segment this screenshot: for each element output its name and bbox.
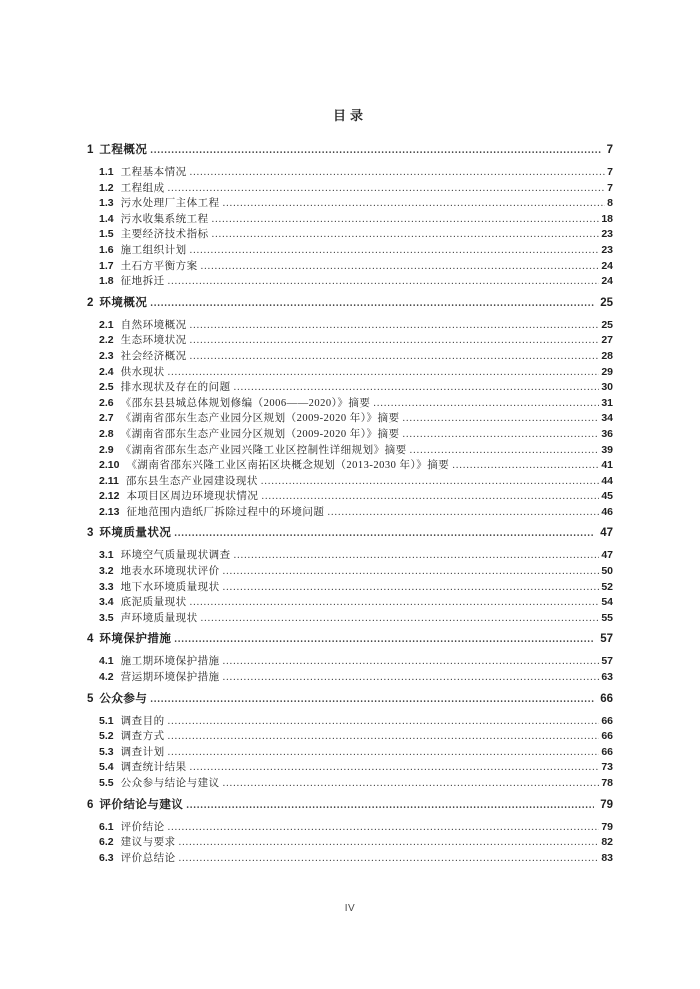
dot-leader xyxy=(168,181,606,197)
toc-entry-number: 3.4 xyxy=(99,596,114,609)
dot-leader xyxy=(190,760,600,776)
toc-item-entry[interactable] xyxy=(87,489,613,505)
page-number-footer: IV xyxy=(344,903,356,914)
toc-item-entry[interactable] xyxy=(87,580,613,596)
dot-leader xyxy=(190,318,600,334)
toc-entry-title: 污水收集系统工程 xyxy=(120,213,209,225)
dot-leader xyxy=(168,745,600,761)
toc-entry-title: 营运期环境保护措施 xyxy=(120,672,220,684)
toc-entry-number: 2.10 xyxy=(99,459,120,472)
dot-leader xyxy=(179,851,600,867)
toc-entry-title: 污水处理厂主体工程 xyxy=(120,198,220,210)
dot-leader xyxy=(168,714,600,730)
toc-entry-title: 环境保护措施 xyxy=(99,633,172,646)
toc-entry-page: 54 xyxy=(601,596,613,609)
toc-entry-title: 土石方平衡方案 xyxy=(120,260,198,272)
toc-entry-page: 31 xyxy=(601,396,613,409)
toc-entry-title: 建议与要求 xyxy=(120,837,176,849)
toc-entry-page: 79 xyxy=(601,820,613,833)
toc-entry-number: 3.2 xyxy=(99,565,114,578)
dot-leader xyxy=(402,427,599,443)
toc-entry-title: 调查方式 xyxy=(120,731,165,743)
toc-item-entry[interactable] xyxy=(87,333,613,349)
toc-entry-title: 邵东县生态产业园建设现状 xyxy=(125,475,258,487)
toc-item-entry[interactable] xyxy=(87,505,613,521)
toc-entry-number: 2.7 xyxy=(99,412,114,425)
toc-item-entry[interactable] xyxy=(87,670,613,686)
toc-entry-title: 生态环境状况 xyxy=(120,335,187,347)
toc-entry-title: 主要经济技术指标 xyxy=(120,229,209,241)
toc-item-entry[interactable] xyxy=(87,165,613,181)
dot-leader xyxy=(174,631,594,648)
toc-entry-number: 6.3 xyxy=(99,851,114,864)
dot-leader xyxy=(190,243,600,259)
toc-entry-title: 供水现状 xyxy=(120,366,165,378)
toc-entry-page: 28 xyxy=(601,349,613,362)
toc-entry-page: 44 xyxy=(601,474,613,487)
page-title: 目录 xyxy=(332,108,367,123)
toc-item-entry[interactable] xyxy=(87,729,613,745)
dot-leader xyxy=(327,505,599,521)
toc-item-entry[interactable] xyxy=(87,380,613,396)
toc-entry-title: 工程组成 xyxy=(120,182,165,194)
toc-item-entry[interactable] xyxy=(87,349,613,365)
toc-entry-number: 5.4 xyxy=(99,761,114,774)
toc-entry-number: 2.9 xyxy=(99,443,114,456)
toc-entry-page: 46 xyxy=(601,505,613,518)
toc-entry-title: 地表水环境现状评价 xyxy=(120,566,220,578)
toc-entry-page: 7 xyxy=(606,144,613,156)
dot-leader xyxy=(179,835,600,851)
toc-entry-page: 63 xyxy=(601,671,613,684)
toc-entry-page: 29 xyxy=(601,365,613,378)
dot-leader xyxy=(223,580,600,596)
toc-item-entry[interactable] xyxy=(87,365,613,381)
toc-item-entry[interactable] xyxy=(87,820,613,836)
toc-entry-number: 4 xyxy=(87,633,94,646)
toc-entry-number: 2.2 xyxy=(99,334,114,347)
toc-item-entry[interactable] xyxy=(87,474,613,490)
toc-entry-number: 2.3 xyxy=(99,349,114,362)
toc-entry-number: 5.1 xyxy=(99,714,114,727)
toc-entry-title: 调查统计结果 xyxy=(120,762,187,774)
toc-entry-number: 6 xyxy=(87,798,94,811)
toc-entry-number: 3.1 xyxy=(99,549,114,562)
toc-entry-number: 1.4 xyxy=(99,212,114,225)
toc-entry-number: 1.8 xyxy=(99,275,114,288)
toc-entry-number: 1.2 xyxy=(99,181,114,194)
toc-item-entry[interactable] xyxy=(87,835,613,851)
toc-entry-page: 47 xyxy=(600,527,613,540)
toc-section-entry[interactable] xyxy=(87,525,613,542)
toc-entry-page: 50 xyxy=(601,565,613,578)
toc-entry-number: 1.6 xyxy=(99,243,114,256)
table-of-contents xyxy=(87,142,613,866)
toc-entry-title: 环境空气质量现状调查 xyxy=(120,550,231,562)
toc-entry-page: 34 xyxy=(601,412,613,425)
toc-entry-number: 1.1 xyxy=(99,166,114,178)
toc-entry-number: 2.12 xyxy=(99,490,120,503)
toc-entry-number: 5.5 xyxy=(99,777,114,789)
dot-leader xyxy=(410,443,600,459)
toc-entry-title: 公众参与 xyxy=(99,692,148,705)
toc-item-entry[interactable] xyxy=(87,411,613,427)
dot-leader xyxy=(452,458,599,474)
toc-entry-title: 排水现状及存在的问题 xyxy=(120,382,231,394)
toc-entry-page: 57 xyxy=(601,655,613,668)
toc-entry-number: 5.2 xyxy=(99,730,114,743)
toc-item-entry[interactable] xyxy=(87,714,613,730)
toc-entry-page: 82 xyxy=(601,836,613,849)
toc-entry-page: 18 xyxy=(601,212,613,225)
toc-entry-number: 5.3 xyxy=(99,745,114,758)
toc-entry-page: 83 xyxy=(601,851,613,864)
toc-entry-number: 2.5 xyxy=(99,381,114,394)
toc-item-entry[interactable] xyxy=(87,196,613,212)
toc-entry-page: 25 xyxy=(600,296,613,309)
toc-entry-title: 工程概况 xyxy=(99,144,148,156)
toc-item-entry[interactable] xyxy=(87,564,613,580)
toc-item-entry[interactable] xyxy=(87,274,613,290)
toc-entry-number: 3 xyxy=(87,527,94,540)
toc-item-entry[interactable] xyxy=(87,611,613,627)
toc-entry-number: 6.1 xyxy=(99,820,114,833)
toc-entry-page: 7 xyxy=(607,181,613,194)
toc-item-entry[interactable] xyxy=(87,654,613,670)
toc-entry-page: 23 xyxy=(601,228,613,241)
dot-leader xyxy=(212,212,600,228)
toc-section-entry[interactable] xyxy=(87,142,613,159)
dot-leader xyxy=(168,274,600,290)
toc-item-entry[interactable] xyxy=(87,243,613,259)
toc-entry-page: 66 xyxy=(601,714,613,727)
toc-section-entry[interactable] xyxy=(87,631,613,648)
toc-entry-title: 《湖南省邵东生态产业园兴隆工业区控制性详细规划》摘要 xyxy=(120,444,407,456)
toc-entry-page: 36 xyxy=(601,427,613,440)
toc-entry-page: 66 xyxy=(601,745,613,758)
toc-entry-number: 2 xyxy=(87,296,94,309)
dot-leader xyxy=(223,196,606,212)
toc-item-entry[interactable] xyxy=(87,396,613,412)
toc-entry-number: 2.8 xyxy=(99,427,114,440)
dot-leader xyxy=(186,797,594,814)
toc-entry-page: 73 xyxy=(601,761,613,774)
dot-leader xyxy=(223,564,600,580)
toc-entry-page: 79 xyxy=(600,798,613,811)
toc-entry-number: 2.6 xyxy=(99,396,114,409)
toc-entry-number: 5 xyxy=(87,692,94,705)
dot-leader xyxy=(234,380,600,396)
toc-item-entry[interactable] xyxy=(87,227,613,243)
toc-entry-number: 2.13 xyxy=(99,505,120,518)
toc-entry-title: 自然环境概况 xyxy=(120,319,187,331)
toc-entry-title: 地下水环境质量现状 xyxy=(120,581,220,593)
dot-leader xyxy=(150,295,594,312)
toc-entry-page: 30 xyxy=(601,381,613,394)
toc-entry-title: 调查计划 xyxy=(120,746,165,758)
toc-entry-title: 公众参与结论与建议 xyxy=(120,778,220,789)
toc-item-entry[interactable] xyxy=(87,745,613,761)
toc-item-entry[interactable] xyxy=(87,259,613,275)
toc-entry-number: 1.7 xyxy=(99,259,114,272)
toc-entry-number: 2.11 xyxy=(99,474,119,487)
toc-entry-page: 8 xyxy=(607,197,613,210)
toc-section-entry[interactable] xyxy=(87,691,613,708)
toc-entry-number: 6.2 xyxy=(99,836,114,849)
toc-entry-page: 55 xyxy=(601,611,613,624)
toc-entry-page: 41 xyxy=(601,459,613,472)
dot-leader xyxy=(223,670,600,686)
toc-entry-title: 调查目的 xyxy=(120,715,165,727)
dot-leader xyxy=(150,142,600,159)
toc-entry-title: 施工期环境保护措施 xyxy=(120,656,220,668)
toc-entry-number: 2.1 xyxy=(99,318,114,331)
dot-leader xyxy=(190,595,600,611)
toc-entry-title: 底泥质量现状 xyxy=(120,597,187,609)
toc-entry-number: 3.5 xyxy=(99,611,114,624)
toc-entry-title: 环境概况 xyxy=(99,296,148,309)
toc-entry-title: 社会经济概况 xyxy=(120,350,187,362)
dot-leader xyxy=(223,776,600,792)
toc-entry-title: 征地拆迁 xyxy=(120,276,165,288)
toc-entry-title: 《邵东县县城总体规划修编（2006——2020）》摘要 xyxy=(120,397,371,409)
toc-item-entry[interactable] xyxy=(87,595,613,611)
dot-leader xyxy=(261,474,599,490)
toc-entry-number: 3.3 xyxy=(99,580,114,593)
toc-entry-number: 4.2 xyxy=(99,671,114,684)
toc-section-entry[interactable] xyxy=(87,797,613,814)
toc-entry-page: 78 xyxy=(601,777,613,789)
toc-entry-title: 工程基本情况 xyxy=(120,167,187,178)
toc-entry-page: 27 xyxy=(601,334,613,347)
dot-leader xyxy=(150,691,594,708)
toc-entry-page: 39 xyxy=(601,443,613,456)
dot-leader xyxy=(168,729,600,745)
toc-entry-title: 本项目区周边环境现状情况 xyxy=(126,491,259,503)
toc-entry-page: 23 xyxy=(601,243,613,256)
dot-leader xyxy=(234,548,600,564)
toc-item-entry[interactable] xyxy=(87,548,613,564)
toc-entry-number: 1.5 xyxy=(99,228,114,241)
toc-section-entry[interactable] xyxy=(87,295,613,312)
dot-leader xyxy=(201,259,600,275)
toc-entry-title: 施工组织计划 xyxy=(120,244,187,256)
toc-entry-number: 4.1 xyxy=(99,655,114,668)
toc-item-entry[interactable] xyxy=(87,443,613,459)
toc-entry-number: 2.4 xyxy=(99,365,114,378)
toc-entry-page: 52 xyxy=(601,580,613,593)
toc-item-entry[interactable] xyxy=(87,181,613,197)
toc-entry-title: 评价结论 xyxy=(120,821,165,833)
toc-entry-number: 1.3 xyxy=(99,197,114,210)
dot-leader xyxy=(402,411,599,427)
toc-item-entry[interactable] xyxy=(87,458,613,474)
toc-item-entry[interactable] xyxy=(87,776,613,792)
toc-entry-title: 《湖南省邵东兴隆工业区南拓区块概念规划（2013-2030 年）》摘要 xyxy=(126,460,450,472)
dot-leader xyxy=(190,165,606,181)
dot-leader xyxy=(261,489,599,505)
dot-leader xyxy=(201,611,600,627)
dot-leader xyxy=(190,333,600,349)
toc-entry-title: 评价总结论 xyxy=(120,852,176,864)
toc-entry-number: 1 xyxy=(87,144,94,156)
toc-entry-page: 24 xyxy=(601,259,613,272)
toc-item-entry[interactable] xyxy=(87,318,613,334)
toc-entry-title: 《湖南省邵东生态产业园分区规划（2009-2020 年）》摘要 xyxy=(120,413,400,425)
dot-leader xyxy=(168,365,600,381)
toc-entry-page: 25 xyxy=(601,318,613,331)
toc-entry-title: 评价结论与建议 xyxy=(99,798,184,811)
toc-entry-page: 57 xyxy=(600,633,613,646)
toc-entry-page: 66 xyxy=(601,730,613,743)
toc-entry-page: 66 xyxy=(600,692,613,705)
dot-leader xyxy=(373,396,599,412)
dot-leader xyxy=(212,227,600,243)
dot-leader xyxy=(190,349,600,365)
toc-entry-page: 7 xyxy=(607,166,613,178)
toc-entry-title: 《湖南省邵东生态产业园分区规划（2009-2020 年）》摘要 xyxy=(120,428,400,440)
toc-entry-title: 征地范围内造纸厂拆除过程中的环境问题 xyxy=(126,506,325,518)
toc-entry-page: 24 xyxy=(601,275,613,288)
toc-item-entry[interactable] xyxy=(87,212,613,228)
dot-leader xyxy=(223,654,600,670)
dot-leader xyxy=(174,525,594,542)
toc-entry-title: 环境质量状况 xyxy=(99,527,172,540)
toc-entry-page: 47 xyxy=(601,549,613,562)
toc-item-entry[interactable] xyxy=(87,427,613,443)
toc-entry-title: 声环境质量现状 xyxy=(120,612,198,624)
toc-item-entry[interactable] xyxy=(87,851,613,867)
dot-leader xyxy=(168,820,600,836)
toc-item-entry[interactable] xyxy=(87,760,613,776)
toc-entry-page: 45 xyxy=(601,490,613,503)
